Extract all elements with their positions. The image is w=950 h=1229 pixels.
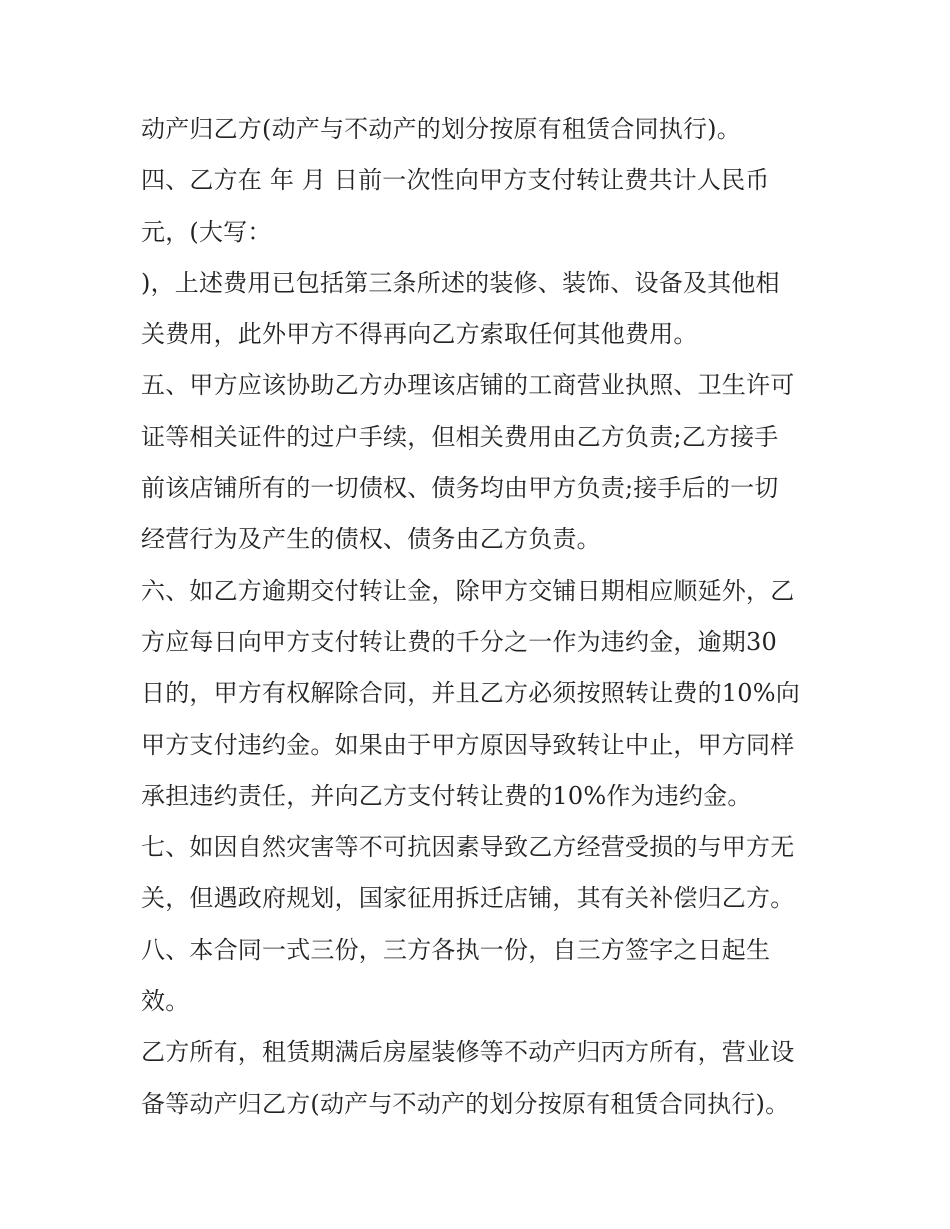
contract-text-body: [141, 104, 831, 1130]
text-line: 前该店铺所有的一切债权、债务均由甲方负责;接手后的一切: [141, 474, 779, 503]
text-line: 证等相关证件的过户手续，但相关费用由乙方负责;乙方接手: [141, 422, 779, 451]
text-line: 关费用，此外甲方不得再向乙方索取任何其他费用。: [141, 320, 698, 349]
text-line: 关，但遇政府规划，国家征用拆迁店铺，其有关补偿归乙方。: [141, 884, 795, 913]
text-line: 方应每日向甲方支付转让费的千分之一作为违约金，逾期30: [141, 627, 777, 656]
text-line: 经营行为及产生的债权、债务由乙方负责。: [141, 525, 601, 554]
text-line: 七、如因自然灾害等不可抗因素导致乙方经营受损的与甲方无: [141, 833, 795, 862]
text-line: 五、甲方应该协助乙方办理该店铺的工商营业执照、卫生许可: [141, 371, 795, 400]
text-line: 效。: [141, 987, 190, 1016]
text-line: 四、乙方在 年 月 日前一次性向甲方支付转让费共计人民币: [141, 166, 770, 195]
text-line: 动产归乙方(动产与不动产的划分按原有租赁合同执行)。: [141, 115, 741, 143]
text-line: 八、本合同一式三份，三方各执一份，自三方签字之日起生: [141, 935, 771, 964]
text-line: )，上述费用已包括第三条所述的装修、装饰、设备及其他相: [141, 268, 780, 297]
text-line: 甲方支付违约金。如果由于甲方原因导致转让中止，甲方同样: [141, 730, 795, 759]
text-line: 承担违约责任，并向乙方支付转让费的10%作为违约金。: [141, 781, 752, 810]
text-line: 备等动产归乙方(动产与不动产的划分按原有租赁合同执行)。: [141, 1089, 790, 1118]
text-line: 乙方所有，租赁期满后房屋装修等不动产归丙方所有，营业设: [141, 1038, 795, 1067]
text-line: 元，(大写：: [141, 217, 272, 246]
text-line: 日的，甲方有权解除合同，并且乙方必须按照转让费的10%向: [141, 679, 800, 708]
text-line: 六、如乙方逾期交付转让金，除甲方交铺日期相应顺延外，乙: [141, 576, 795, 605]
